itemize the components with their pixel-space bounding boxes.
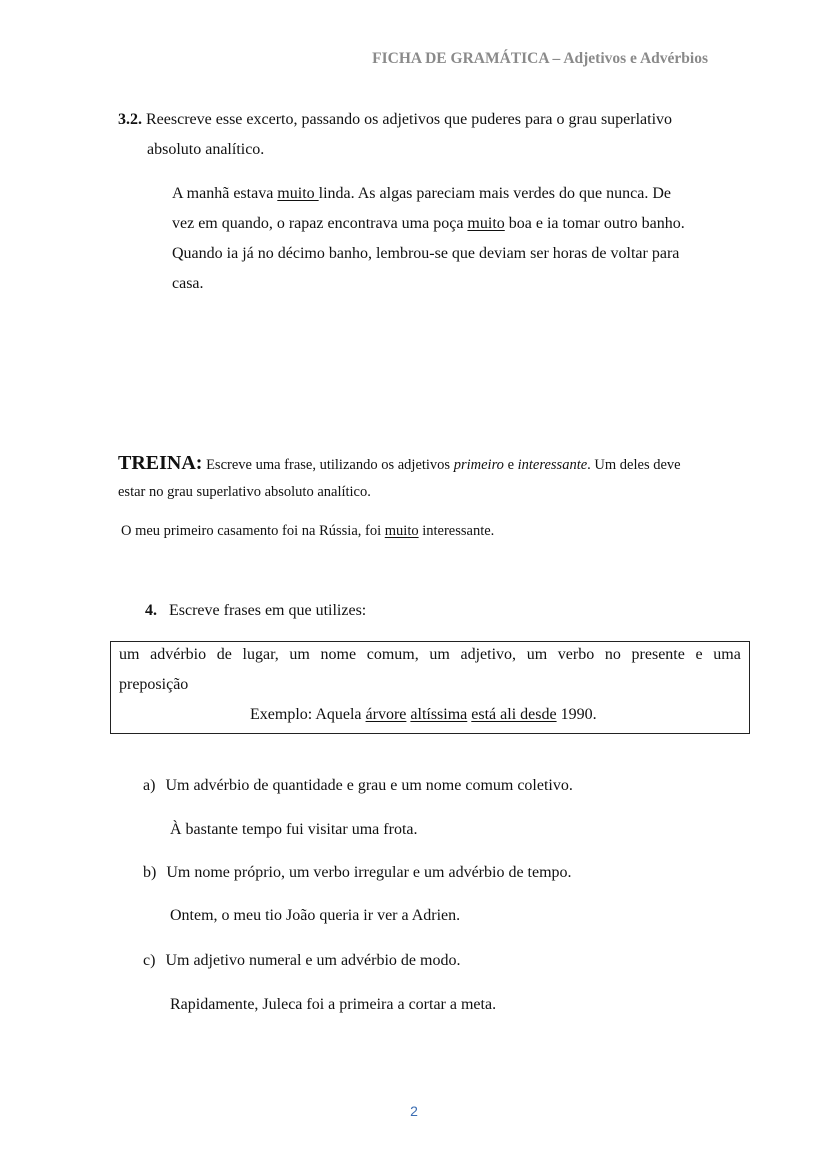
item-letter: c): [143, 952, 156, 969]
underlined-word: muito: [277, 185, 319, 202]
item-prompt: Um advérbio de quantidade e grau e um nome comum coletivo.: [165, 777, 573, 794]
box-word: adjetivo,: [460, 646, 517, 663]
page-number: 2: [410, 1103, 418, 1119]
box-word: presente: [631, 646, 685, 663]
item-prompt: Um nome próprio, um verbo irregular e um advérbio de tempo.: [166, 864, 572, 881]
example-sentence: [250, 706, 597, 724]
question-number: 3.2.: [118, 111, 142, 128]
passage-text: vez em quando, o rapaz encontrava uma poça: [172, 215, 468, 232]
question-prompt: Escreve frases em que utilizes:: [169, 602, 367, 619]
underlined-word: muito: [467, 215, 505, 232]
underlined-word: muito: [384, 523, 419, 539]
box-word: um: [429, 646, 450, 663]
treina-text: . Um deles deve: [587, 457, 681, 473]
underlined-word: altíssima: [410, 706, 468, 723]
treina-line-2: estar no grau superlativo absoluto analítico.: [118, 484, 371, 500]
item-a-answer: À bastante tempo fui visitar uma frota.: [170, 821, 418, 838]
treina-italic: primeiro: [453, 457, 504, 473]
box-word: nome: [320, 646, 357, 663]
item-a-prompt: [143, 771, 573, 801]
treina-label: TREINA:: [118, 452, 203, 474]
box-line-1: [119, 646, 741, 670]
question-3-2-line1: [118, 105, 672, 135]
item-c-prompt: [143, 946, 460, 976]
item-b-answer: Ontem, o meu tio João queria ir ver a Adrien.: [170, 907, 461, 924]
box-word: e: [695, 646, 703, 663]
box-word: verbo: [557, 646, 595, 663]
treina-text: e: [503, 457, 518, 473]
box-line-2: preposição: [119, 676, 189, 693]
question-number: 4.: [145, 602, 157, 619]
box-word: lugar,: [242, 646, 279, 663]
treina-line-1: [118, 450, 681, 478]
treina-italic: interessante: [517, 457, 588, 473]
underlined-word: está ali desde: [471, 706, 557, 723]
passage-line-2: [172, 209, 685, 239]
passage-line-4: casa.: [172, 275, 204, 292]
box-word: no: [604, 646, 621, 663]
box-word: de: [216, 646, 232, 663]
box-word: um: [289, 646, 310, 663]
box-word: comum,: [366, 646, 419, 663]
box-word: uma: [713, 646, 741, 663]
document-header: FICHA DE GRAMÁTICA – Adjetivos e Advérbios: [372, 50, 708, 67]
treina-answer: [121, 523, 494, 540]
item-c-answer: Rapidamente, Juleca foi a primeira a cortar a meta.: [170, 996, 497, 1013]
passage-text: boa e ia tomar outro banho.: [504, 215, 685, 232]
box-word: um: [526, 646, 548, 663]
question-4-prompt: [145, 596, 366, 626]
passage-text: linda. As algas pareciam mais verdes do que nunca. De: [318, 185, 671, 202]
example-text: 1990.: [556, 706, 597, 723]
instruction-box: [110, 641, 750, 734]
item-prompt: Um adjetivo numeral e um advérbio de modo.: [165, 952, 461, 969]
answer-text: O meu primeiro casamento foi na Rússia, foi: [121, 523, 385, 539]
item-letter: a): [143, 777, 156, 794]
item-letter: b): [143, 864, 157, 881]
example-text: Exemplo: Aquela: [250, 706, 366, 723]
box-word: um: [119, 646, 140, 663]
passage-line-1: [172, 179, 671, 209]
item-b-prompt: [143, 858, 572, 888]
passage-line-3: Quando ia já no décimo banho, lembrou-se que deviam ser horas de voltar para: [172, 245, 680, 262]
box-word: advérbio: [150, 646, 207, 663]
treina-text: Escreve uma frase, utilizando os adjetivos: [202, 457, 454, 473]
question-3-2-line2: absoluto analítico.: [147, 141, 265, 158]
underlined-word: árvore: [365, 706, 407, 723]
answer-text: interessante.: [418, 523, 495, 539]
passage-text: A manhã estava: [172, 185, 278, 202]
question-prompt: Reescreve esse excerto, passando os adjetivos que puderes para o grau superlativo: [146, 111, 673, 128]
